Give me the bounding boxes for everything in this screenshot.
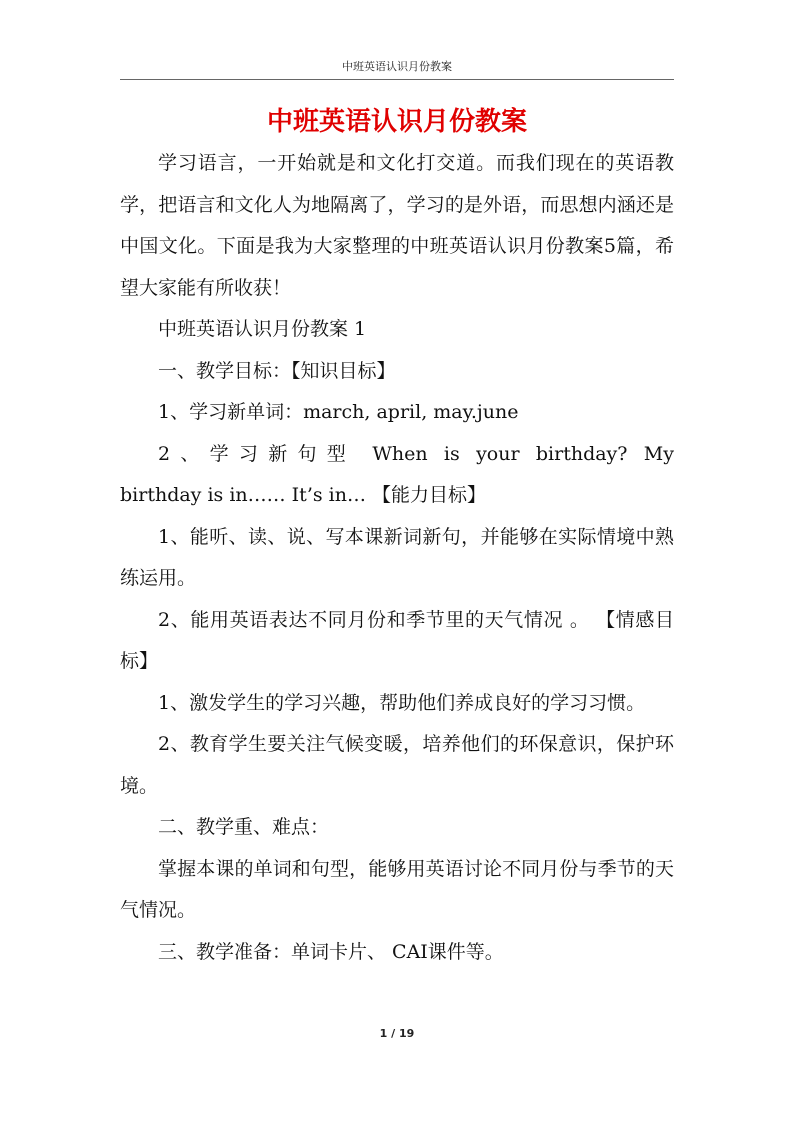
preparation-text: 三、教学准备：单词卡片、 CAI课件等。 <box>158 940 504 963</box>
header-divider <box>120 79 674 80</box>
section-heading-lesson-1: 中班英语认识月份教案 1 <box>158 318 367 340</box>
ability-goal-1: 1、能听、读、说、写本课新词新句，并能够在实际情境中熟练运用。 <box>120 525 674 589</box>
document-body <box>120 143 674 973</box>
teaching-goals-heading: 一、教学目标：【知识目标】 <box>158 359 396 382</box>
page-number: 1 / 19 <box>379 1027 415 1040</box>
goal-new-sentence-continued: birthday is in…… It’s in… 【能力目标】 <box>120 484 487 506</box>
emotion-goal-1: 1、激发学生的学习兴趣，帮助他们养成良好的学习习惯。 <box>158 691 646 714</box>
intro-paragraph: 学习语言，一开始就是和文化打交道。而我们现在的英语教学，把语言和文化人为地隔离了，学习的是外语，而思想内涵还是中国文化。下面是我为大家整理的中班英语认识月份教案5篇，希望大家能有所收获！ <box>120 152 674 299</box>
ability-goal-2: 2、能用英语表达不同月份和季节里的天气情况 。 【情感目标】 <box>120 608 674 672</box>
key-points-text: 掌握本课的单词和句型，能够用英语讨论不同月份与季节的天气情况。 <box>120 857 674 921</box>
goal-new-sentence: 2、学习新句型 When is your birthday? My <box>158 442 674 465</box>
key-points-heading: 二、教学重、难点： <box>158 816 330 838</box>
page-header: 中班英语认识月份教案 <box>342 60 452 73</box>
document-title: 中班英语认识月份教案 <box>266 107 527 137</box>
emotion-goal-2: 2、教育学生要关注气候变暖，培养他们的环保意识，保护环境。 <box>120 733 674 797</box>
goal-new-words: 1、学习新单词：march, april, may.june <box>158 401 519 423</box>
